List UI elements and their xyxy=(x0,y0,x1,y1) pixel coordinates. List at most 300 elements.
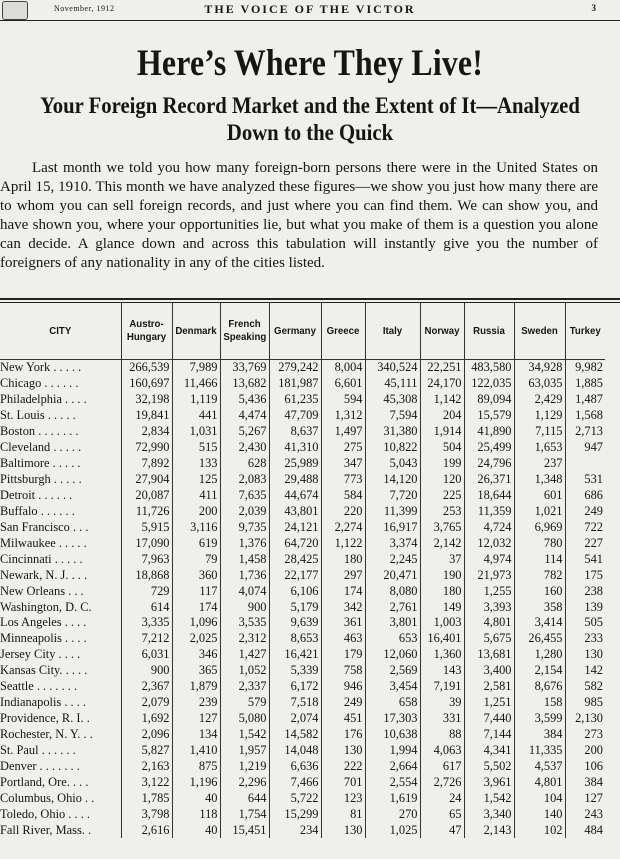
count-cell: 24,121 xyxy=(269,519,321,535)
city-cell: Los Angeles . . . . xyxy=(0,615,87,630)
table-row xyxy=(0,583,605,599)
count-cell: 628 xyxy=(220,456,269,472)
count-cell: 722 xyxy=(565,519,605,535)
count-cell: 686 xyxy=(565,488,605,504)
count-cell: 773 xyxy=(321,472,365,488)
count-cell: 10,638 xyxy=(365,727,420,743)
count-cell: 1,129 xyxy=(514,408,565,424)
city-cell: Seattle . . . . . . . xyxy=(0,679,78,694)
city-cell: Newark, N. J. . . . xyxy=(0,567,88,582)
count-cell: 9,735 xyxy=(220,519,269,535)
city-cell: Minneapolis . . . . xyxy=(0,631,87,646)
count-cell: 24,796 xyxy=(464,456,514,472)
count-cell: 225 xyxy=(420,488,464,504)
count-cell: 12,032 xyxy=(464,535,514,551)
count-cell: 13,681 xyxy=(464,647,514,663)
count-cell: 2,761 xyxy=(365,599,420,615)
count-cell: 37 xyxy=(420,551,464,567)
count-cell: 365 xyxy=(172,663,220,679)
count-cell: 8,080 xyxy=(365,583,420,599)
count-cell: 270 xyxy=(365,806,420,822)
count-cell: 5,339 xyxy=(269,663,321,679)
count-cell: 4,801 xyxy=(464,615,514,631)
count-cell: 7,892 xyxy=(121,456,172,472)
count-cell: 985 xyxy=(565,695,605,711)
count-cell: 122,035 xyxy=(464,376,514,392)
count-cell: 463 xyxy=(321,631,365,647)
count-cell: 102 xyxy=(514,822,565,838)
city-cell: Portland, Ore. . . . xyxy=(0,774,89,789)
count-cell: 5,267 xyxy=(220,424,269,440)
count-cell: 1,280 xyxy=(514,647,565,663)
column-header: Sweden xyxy=(516,303,563,360)
count-cell: 451 xyxy=(321,711,365,727)
table-row xyxy=(0,472,605,488)
count-cell: 6,636 xyxy=(269,758,321,774)
count-cell: 2,025 xyxy=(172,631,220,647)
count-cell: 243 xyxy=(565,806,605,822)
count-cell: 361 xyxy=(321,615,365,631)
count-cell: 143 xyxy=(420,663,464,679)
count-cell: 1,025 xyxy=(365,822,420,838)
count-cell: 584 xyxy=(321,488,365,504)
count-cell: 25,499 xyxy=(464,440,514,456)
city-cell: Philadelphia . . . . xyxy=(0,392,87,407)
count-cell: 3,414 xyxy=(514,615,565,631)
count-cell: 1,219 xyxy=(220,758,269,774)
city-cell: Detroit . . . . . . xyxy=(0,487,73,502)
count-cell: 175 xyxy=(565,567,605,583)
count-cell: 25,989 xyxy=(269,456,321,472)
count-cell: 644 xyxy=(220,790,269,806)
count-cell: 89,094 xyxy=(464,392,514,408)
count-cell: 5,080 xyxy=(220,711,269,727)
count-cell: 582 xyxy=(565,679,605,695)
count-cell: 88 xyxy=(420,727,464,743)
count-cell: 411 xyxy=(172,488,220,504)
count-cell: 4,724 xyxy=(464,519,514,535)
table-row xyxy=(0,790,605,806)
count-cell: 1,885 xyxy=(565,376,605,392)
count-cell: 4,537 xyxy=(514,758,565,774)
count-cell: 384 xyxy=(565,774,605,790)
count-cell: 32,198 xyxy=(121,392,172,408)
city-cell: Toledo, Ohio . . . . xyxy=(0,806,90,821)
count-cell: 253 xyxy=(420,503,464,519)
count-cell: 5,043 xyxy=(365,456,420,472)
count-cell: 7,191 xyxy=(420,679,464,695)
count-cell: 20,471 xyxy=(365,567,420,583)
count-cell: 127 xyxy=(565,790,605,806)
count-cell: 1,348 xyxy=(514,472,565,488)
city-cell: Columbus, Ohio . . xyxy=(0,790,95,805)
column-header: French Speaking xyxy=(222,303,267,360)
column-header: Norway xyxy=(422,303,462,360)
count-cell: 275 xyxy=(321,440,365,456)
count-cell: 27,904 xyxy=(121,472,172,488)
count-cell: 64,720 xyxy=(269,535,321,551)
count-cell: 3,400 xyxy=(464,663,514,679)
count-cell: 239 xyxy=(172,695,220,711)
count-cell: 5,179 xyxy=(269,599,321,615)
table-row xyxy=(0,663,605,679)
count-cell: 601 xyxy=(514,488,565,504)
table-row xyxy=(0,615,605,631)
count-cell: 61,235 xyxy=(269,392,321,408)
count-cell: 2,367 xyxy=(121,679,172,695)
count-cell: 1,568 xyxy=(565,408,605,424)
count-cell: 22,251 xyxy=(420,360,464,376)
count-cell: 2,429 xyxy=(514,392,565,408)
count-cell: 40 xyxy=(172,822,220,838)
count-cell: 4,801 xyxy=(514,774,565,790)
count-cell: 1,957 xyxy=(220,743,269,759)
count-cell: 1,542 xyxy=(464,790,514,806)
city-cell: Kansas City. . . . . xyxy=(0,663,88,678)
count-cell: 2,039 xyxy=(220,503,269,519)
count-cell: 22,177 xyxy=(269,567,321,583)
count-cell: 3,961 xyxy=(464,774,514,790)
count-cell: 233 xyxy=(565,631,605,647)
column-header: Italy xyxy=(367,303,418,360)
count-cell: 26,371 xyxy=(464,472,514,488)
count-cell: 384 xyxy=(514,727,565,743)
count-cell: 4,074 xyxy=(220,583,269,599)
column-header: Turkey xyxy=(567,303,604,360)
count-cell: 3,374 xyxy=(365,535,420,551)
count-cell: 7,963 xyxy=(121,551,172,567)
count-cell: 3,801 xyxy=(365,615,420,631)
count-cell: 594 xyxy=(321,392,365,408)
count-cell: 2,096 xyxy=(121,727,172,743)
count-cell: 947 xyxy=(565,440,605,456)
count-cell: 2,143 xyxy=(464,822,514,838)
count-cell: 331 xyxy=(420,711,464,727)
city-cell: Washington, D. C. xyxy=(0,599,92,614)
count-cell: 40 xyxy=(172,790,220,806)
count-cell: 44,674 xyxy=(269,488,321,504)
city-cell: Pittsburgh . . . . . xyxy=(0,472,82,487)
city-cell: Rochester, N. Y. . . xyxy=(0,727,93,742)
count-cell: 16,917 xyxy=(365,519,420,535)
count-cell: 279,242 xyxy=(269,360,321,376)
header-rule xyxy=(0,20,620,21)
count-cell: 2,581 xyxy=(464,679,514,695)
city-cell: New Orleans . . . xyxy=(0,583,84,598)
count-cell: 5,675 xyxy=(464,631,514,647)
intro-paragraph xyxy=(0,159,598,273)
count-cell: 2,296 xyxy=(220,774,269,790)
count-cell: 130 xyxy=(565,647,605,663)
city-cell: Cincinnati . . . . . xyxy=(0,551,83,566)
count-cell: 1,251 xyxy=(464,695,514,711)
count-cell: 72,990 xyxy=(121,440,172,456)
count-cell: 2,154 xyxy=(514,663,565,679)
count-cell: 5,827 xyxy=(121,743,172,759)
city-cell: St. Louis . . . . . xyxy=(0,408,76,423)
count-cell: 160,697 xyxy=(121,376,172,392)
count-cell: 1,021 xyxy=(514,503,565,519)
count-cell: 14,048 xyxy=(269,743,321,759)
count-cell: 125 xyxy=(172,472,220,488)
count-cell: 104 xyxy=(514,790,565,806)
count-cell: 33,769 xyxy=(220,360,269,376)
count-cell: 118 xyxy=(172,806,220,822)
count-cell: 2,834 xyxy=(121,424,172,440)
table-row xyxy=(0,551,605,567)
city-cell: San Francisco . . . xyxy=(0,519,89,534)
count-cell: 297 xyxy=(321,567,365,583)
table-top-rule xyxy=(0,298,620,300)
count-cell: 179 xyxy=(321,647,365,663)
count-cell: 1,487 xyxy=(565,392,605,408)
count-cell: 614 xyxy=(121,599,172,615)
page-number: 3 xyxy=(591,3,596,13)
count-cell: 15,299 xyxy=(269,806,321,822)
count-cell: 47,709 xyxy=(269,408,321,424)
count-cell: 26,455 xyxy=(514,631,565,647)
count-cell: 120 xyxy=(420,472,464,488)
city-cell: St. Paul . . . . . . xyxy=(0,742,76,757)
count-cell: 14,582 xyxy=(269,727,321,743)
count-cell: 11,726 xyxy=(121,503,172,519)
count-cell: 6,031 xyxy=(121,647,172,663)
city-cell: Baltimore . . . . . xyxy=(0,456,81,471)
table-row xyxy=(0,360,605,376)
table-row xyxy=(0,519,605,535)
count-cell: 2,726 xyxy=(420,774,464,790)
city-cell: Denver . . . . . . . xyxy=(0,758,80,773)
table-row xyxy=(0,392,605,408)
count-cell: 340,524 xyxy=(365,360,420,376)
count-cell: 134 xyxy=(172,727,220,743)
count-cell: 1,692 xyxy=(121,711,172,727)
count-cell: 9,639 xyxy=(269,615,321,631)
count-cell: 15,579 xyxy=(464,408,514,424)
count-cell: 1,879 xyxy=(172,679,220,695)
count-cell: 7,989 xyxy=(172,360,220,376)
count-cell: 181,987 xyxy=(269,376,321,392)
count-cell: 7,518 xyxy=(269,695,321,711)
count-cell: 106 xyxy=(565,758,605,774)
count-cell: 5,436 xyxy=(220,392,269,408)
count-cell: 7,115 xyxy=(514,424,565,440)
count-cell: 900 xyxy=(220,599,269,615)
count-cell: 347 xyxy=(321,456,365,472)
count-cell: 780 xyxy=(514,535,565,551)
city-cell: Buffalo . . . . . . xyxy=(0,503,75,518)
count-cell: 7,212 xyxy=(121,631,172,647)
count-cell: 249 xyxy=(321,695,365,711)
page-header xyxy=(0,0,620,20)
table-row xyxy=(0,711,605,727)
count-cell: 2,713 xyxy=(565,424,605,440)
count-cell: 234 xyxy=(269,822,321,838)
count-cell: 273 xyxy=(565,727,605,743)
count-cell: 8,004 xyxy=(321,360,365,376)
count-cell: 45,111 xyxy=(365,376,420,392)
count-cell: 1,255 xyxy=(464,583,514,599)
count-cell: 63,035 xyxy=(514,376,565,392)
table-row xyxy=(0,408,605,424)
count-cell: 220 xyxy=(321,503,365,519)
count-cell: 5,722 xyxy=(269,790,321,806)
publication-title: THE VOICE OF THE VICTOR xyxy=(204,2,416,16)
count-cell: 729 xyxy=(121,583,172,599)
count-cell: 7,144 xyxy=(464,727,514,743)
count-cell: 4,974 xyxy=(464,551,514,567)
count-cell: 149 xyxy=(420,599,464,615)
count-cell: 360 xyxy=(172,567,220,583)
table-row xyxy=(0,599,605,615)
count-cell: 1,785 xyxy=(121,790,172,806)
count-cell: 617 xyxy=(420,758,464,774)
city-cell: Indianapolis . . . . xyxy=(0,695,87,710)
count-cell: 200 xyxy=(565,743,605,759)
count-cell: 20,087 xyxy=(121,488,172,504)
count-cell: 5,502 xyxy=(464,758,514,774)
table-row xyxy=(0,806,605,822)
count-cell: 18,868 xyxy=(121,567,172,583)
table-row xyxy=(0,743,605,759)
count-cell: 190 xyxy=(420,567,464,583)
city-cell: Cleveland . . . . . xyxy=(0,440,82,455)
count-cell: 21,973 xyxy=(464,567,514,583)
count-cell: 3,116 xyxy=(172,519,220,535)
subheadline-line-2: Down to the Quick xyxy=(226,120,394,145)
count-cell: 3,798 xyxy=(121,806,172,822)
count-cell: 8,676 xyxy=(514,679,565,695)
count-cell: 6,106 xyxy=(269,583,321,599)
count-cell: 7,466 xyxy=(269,774,321,790)
count-cell: 3,599 xyxy=(514,711,565,727)
count-cell: 31,380 xyxy=(365,424,420,440)
count-cell: 1,142 xyxy=(420,392,464,408)
count-cell: 140 xyxy=(514,806,565,822)
subheadline-line-1: Your Foreign Record Market and the Extent of It—Analyzed xyxy=(40,93,580,118)
foreign-population-table xyxy=(0,303,605,838)
count-cell: 2,274 xyxy=(321,519,365,535)
count-cell: 1,427 xyxy=(220,647,269,663)
city-cell: Providence, R. I. . xyxy=(0,711,90,726)
count-cell: 43,801 xyxy=(269,503,321,519)
count-cell: 7,720 xyxy=(365,488,420,504)
count-cell: 133 xyxy=(172,456,220,472)
count-cell: 16,421 xyxy=(269,647,321,663)
count-cell: 2,083 xyxy=(220,472,269,488)
count-cell: 204 xyxy=(420,408,464,424)
count-cell: 142 xyxy=(565,663,605,679)
count-cell: 11,466 xyxy=(172,376,220,392)
count-cell: 3,335 xyxy=(121,615,172,631)
count-cell: 3,454 xyxy=(365,679,420,695)
count-cell: 13,682 xyxy=(220,376,269,392)
count-cell: 3,393 xyxy=(464,599,514,615)
count-cell: 3,765 xyxy=(420,519,464,535)
count-cell: 117 xyxy=(172,583,220,599)
count-cell: 6,601 xyxy=(321,376,365,392)
count-cell: 900 xyxy=(121,663,172,679)
count-cell: 5,915 xyxy=(121,519,172,535)
count-cell: 1,196 xyxy=(172,774,220,790)
issue-date: November, 1912 xyxy=(54,4,115,13)
count-cell: 180 xyxy=(420,583,464,599)
count-cell: 10,822 xyxy=(365,440,420,456)
count-cell: 875 xyxy=(172,758,220,774)
count-cell: 2,130 xyxy=(565,711,605,727)
count-cell: 505 xyxy=(565,615,605,631)
headline: Here’s Where They Live! xyxy=(137,43,483,84)
count-cell: 4,474 xyxy=(220,408,269,424)
count-cell: 2,074 xyxy=(269,711,321,727)
count-cell: 29,488 xyxy=(269,472,321,488)
count-cell: 1,914 xyxy=(420,424,464,440)
count-cell: 1,376 xyxy=(220,535,269,551)
count-cell: 1,096 xyxy=(172,615,220,631)
count-cell: 1,754 xyxy=(220,806,269,822)
count-cell: 1,003 xyxy=(420,615,464,631)
count-cell: 28,425 xyxy=(269,551,321,567)
count-cell: 758 xyxy=(321,663,365,679)
count-cell: 11,359 xyxy=(464,503,514,519)
table-row xyxy=(0,488,605,504)
table-row xyxy=(0,774,605,790)
count-cell: 249 xyxy=(565,503,605,519)
table-row xyxy=(0,647,605,663)
count-cell: 238 xyxy=(565,583,605,599)
count-cell: 114 xyxy=(514,551,565,567)
table-row xyxy=(0,727,605,743)
count-cell: 579 xyxy=(220,695,269,711)
count-cell: 504 xyxy=(420,440,464,456)
count-cell: 1,619 xyxy=(365,790,420,806)
count-cell: 701 xyxy=(321,774,365,790)
table-row xyxy=(0,376,605,392)
count-cell: 441 xyxy=(172,408,220,424)
count-cell: 8,653 xyxy=(269,631,321,647)
count-cell: 24,170 xyxy=(420,376,464,392)
intro-text: Last month we told you how many foreign-born persons there were in the United States on April 15, 1910. This month we have analyzed these figures—we show you just how many there are to whom you can sell foreign records, and just where you can find them. We can show you, and have shown you, where your opportunities lie, but what you make of them is a question you alone can decide. A glance down and across this tabulation will instantly give you the number of foreigners of any nationality in any of the cities listed. xyxy=(0,160,598,271)
table-row xyxy=(0,567,605,583)
count-cell: 266,539 xyxy=(121,360,172,376)
count-cell: 3,535 xyxy=(220,615,269,631)
count-cell: 180 xyxy=(321,551,365,567)
count-cell: 8,637 xyxy=(269,424,321,440)
count-cell: 41,310 xyxy=(269,440,321,456)
column-header: Russia xyxy=(466,303,512,360)
count-cell: 65 xyxy=(420,806,464,822)
count-cell: 200 xyxy=(172,503,220,519)
count-cell: 176 xyxy=(321,727,365,743)
count-cell: 2,142 xyxy=(420,535,464,551)
count-cell: 2,079 xyxy=(121,695,172,711)
count-cell: 2,616 xyxy=(121,822,172,838)
count-cell: 653 xyxy=(365,631,420,647)
count-cell: 1,119 xyxy=(172,392,220,408)
count-cell: 158 xyxy=(514,695,565,711)
table-row xyxy=(0,503,605,519)
count-cell: 7,635 xyxy=(220,488,269,504)
count-cell: 782 xyxy=(514,567,565,583)
count-cell: 123 xyxy=(321,790,365,806)
count-cell: 237 xyxy=(514,456,565,472)
count-cell: 41,890 xyxy=(464,424,514,440)
table-row xyxy=(0,535,605,551)
column-header: Greece xyxy=(323,303,363,360)
count-cell: 4,063 xyxy=(420,743,464,759)
city-cell: Fall River, Mass. . xyxy=(0,822,92,837)
column-header: Germany xyxy=(271,303,319,360)
